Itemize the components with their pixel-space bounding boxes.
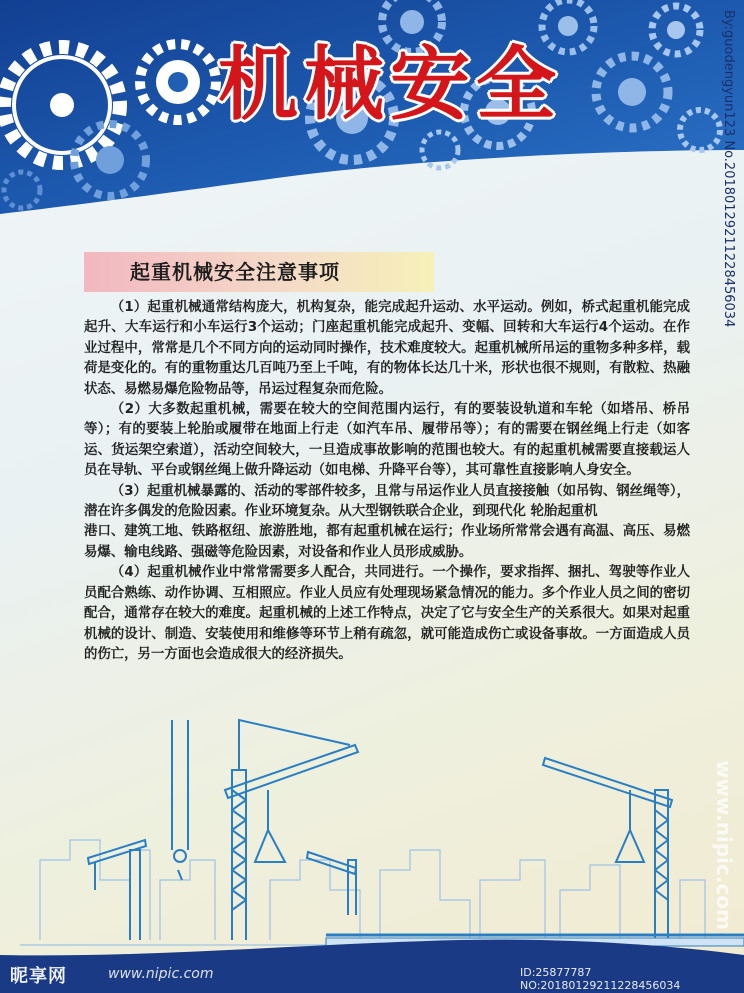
- skyline-outline: [20, 840, 720, 945]
- body-text: [84, 298, 690, 665]
- paragraph-4: （4）起重机械作业中常常需要多人配合，共同进行。一个操作，要求指挥、捆扎、驾驶等作业人员配合熟练、动作协调、互相照应。作业人员应有处理现场紧急情况的能力。多个作业人员之间的密切配合，通常存在较大的难度。起重机械的上述工作特点，决定了它与安全生产的关系很大。如果对起重机械的设计、制造、安装使用和维修等环节上稍有疏忽，就可能造成伤亡或设备事故。一方面造成人员的伤亡，另一方面也会造成很大的经济损失。: [84, 565, 690, 662]
- watermark-side-site: www.nipic.com: [712, 760, 736, 930]
- section-subtitle: 起重机械安全注意事项: [130, 260, 340, 284]
- paragraph-1: （1）起重机械通常结构庞大，机构复杂，能完成起升运动、水平运动。例如，桥式起重机能完成起升、大车运行和小车运行3个运动；门座起重机能完成起升、变幅、回转和大车运行4个运动。在作业过程中，常常是几个不同方向的运动同时操作，技术难度较大。起重机械所吊运的重物多种多样，载荷是变化的。有的重物重达几百吨乃至上千吨，有的物体长达几十米，形状也很不规则，有散粒、热融状态、易燃易爆危险物品等，吊运过程复杂而危险。: [84, 300, 690, 397]
- watermark-site: www.nipic.com: [108, 966, 214, 982]
- watermark-side-text: By:guodengyun123 No.20180129211228456034: [721, 10, 736, 328]
- page-title: 机械安全: [218, 38, 562, 131]
- watermark-id: ID:25877787 NO:20180129211228456034: [520, 966, 681, 992]
- paragraph-2: （2）大多数起重机械，需要在较大的空间范围内运行，有的要装设轨道和车轮（如塔吊、桥吊等）；有的要装上轮胎或履带在地面上行走（如汽车吊、履带吊等）；有的需要在钢丝绳上行走（如客运、货运架空索道），活动空间较大，一旦造成事故影响的范围也较大。有的起重机械需要直接载运人员在导轨、平台或钢丝绳上做升降运动（如电梯、升降平台等），其可靠性直接影响人身安全。: [84, 402, 690, 479]
- paragraph-3: （3）起重机械暴露的、活动的零部件较多，且常与吊运作业人员直接接触（如吊钩、钢丝绳等），潜在许多偶发的危险因素。作业环境复杂。从大型钢铁联合企业，到现代化 轮胎起重机: [84, 483, 690, 520]
- watermark-logo: 昵享网: [10, 966, 67, 987]
- paragraph-3-continued: 港口、建筑工地、铁路枢纽、旅游胜地，都有起重机械在运行；作业场所常常会遇有高温、高压、易燃易爆、输电线路、强磁等危险因素，对设备和作业人员形成威胁。: [84, 524, 690, 560]
